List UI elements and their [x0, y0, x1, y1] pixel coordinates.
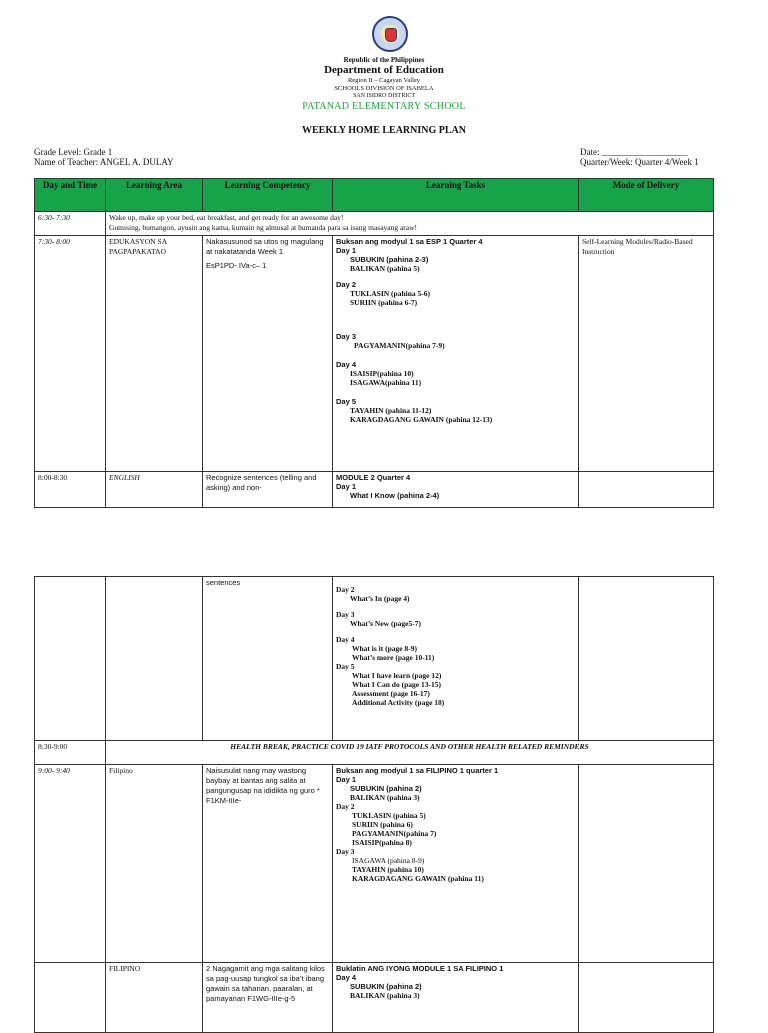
- task-item: SUBUKIN (pahina 2): [350, 784, 422, 793]
- cell-time: 8:30-9:00: [35, 741, 106, 765]
- task-day: Day 2: [336, 585, 355, 594]
- grade-level: Grade Level: Grade 1: [34, 147, 113, 157]
- task-item: KARAGDAGANG GAWAIN (pahina 11): [352, 874, 484, 883]
- table-row: [35, 472, 714, 508]
- header-day-time: Day and Time: [35, 179, 106, 212]
- task-day: Day 2: [336, 802, 355, 811]
- cell-tasks: [333, 963, 579, 1033]
- cell-routine: [106, 212, 714, 236]
- task-item: ISAISIP(pahina 10): [350, 369, 414, 378]
- cell-competency: [203, 236, 333, 472]
- task-item: PAGYAMANIN(pahina 7): [352, 829, 437, 838]
- cell-tasks: [333, 472, 579, 508]
- cell-area: ENGLISH: [106, 472, 203, 508]
- task-day: Day 4: [336, 973, 357, 982]
- cell-tasks: [333, 236, 579, 472]
- task-item: Additional Activity (page 18): [352, 698, 445, 707]
- task-item: Assessment (page 16-17): [352, 689, 430, 698]
- task-item: What’s more (page 10-11): [352, 653, 435, 662]
- table-row: [35, 765, 714, 963]
- cell-area: Filipino: [106, 765, 203, 963]
- task-item: ISAGAWA(pahina 11): [350, 378, 422, 387]
- header-learning-area: Learning Area: [106, 179, 203, 212]
- header-learning-competency: Learning Competency: [203, 179, 333, 212]
- quarter-week: Quarter/Week: Quarter 4/Week 1: [580, 157, 699, 167]
- task-item: TAYAHIN (pahina 11-12): [350, 406, 432, 415]
- cell-time: 7:30- 8:00: [35, 236, 106, 472]
- task-item: What’s New (page5-7): [350, 619, 421, 628]
- table-header-row: [35, 179, 714, 212]
- task-item: SURIIN (pahina 6-7): [350, 298, 418, 307]
- competency-text: Nakasusunod sa utos ng magulang at nakatatanda Week 1: [206, 237, 324, 256]
- task-item: SURIIN (pahina 6): [352, 820, 413, 829]
- cell-time: 9:00- 9:40: [35, 765, 106, 963]
- task-day: Day 2: [336, 280, 357, 289]
- cell-mode: Self-Learning Modules/Radio-Based Instruction: [579, 236, 714, 472]
- task-day: Day 4: [336, 360, 357, 369]
- task-intro: Buklatin ANG IYONG MODULE 1 SA FILIPINO 1: [336, 964, 504, 973]
- task-day: Day 4: [336, 635, 355, 644]
- header-department: Department of Education: [324, 64, 444, 76]
- cell-competency: sentences: [203, 577, 333, 741]
- task-day: Day 1: [336, 482, 357, 491]
- deped-seal: [372, 16, 408, 52]
- task-item: What is it (page 8-9): [352, 644, 417, 653]
- task-item: SUBUKIN (pahina 2): [350, 982, 422, 991]
- task-intro: Buksan ang modyul 1 sa ESP 1 Quarter 4: [336, 237, 483, 246]
- cell-mode: [579, 577, 714, 741]
- table-row: [35, 212, 714, 236]
- task-day: Day 3: [336, 332, 357, 341]
- task-item: TAYAHIN (pahina 10): [352, 865, 424, 874]
- cell-mode: [579, 472, 714, 508]
- routine-english: Wake up, make up your bed, eat breakfast, and get ready for an awesome day!: [109, 213, 344, 222]
- task-day: Day 3: [336, 847, 355, 856]
- task-item: ISAGAWA (pahina 8-9): [352, 856, 425, 865]
- header-school: PATANAD ELEMENTARY SCHOOL: [302, 101, 466, 112]
- cell-competency: 2 Nagagamit ang mga salitang kilos sa pag-uusap tungkol sa iba’t ibang gawain sa tahanan, paaralan, at pamayanan F1WG-IIIe-g-5: [203, 963, 333, 1033]
- cell-area: FILIPINO: [106, 963, 203, 1033]
- task-item: What I Know (pahina 2-4): [350, 491, 440, 500]
- task-day: Day 5: [336, 397, 357, 406]
- task-intro: MODULE 2 Quarter 4: [336, 473, 411, 482]
- header-district: SAN ISIDRO DISTRICT: [352, 93, 415, 99]
- date-field: Date: ___________________: [580, 147, 688, 157]
- task-item: What’s In (page 4): [350, 594, 410, 603]
- health-break-banner: HEALTH BREAK, PRACTICE COVID 19 IATF PROTOCOLS AND OTHER HEALTH RELATED REMINDERS: [106, 741, 714, 765]
- cell-time: 8:00-8:30: [35, 472, 106, 508]
- table-row: [35, 577, 714, 741]
- task-day: Day 3: [336, 610, 355, 619]
- cell-competency: Naisusulat nang may wastong baybay at bantas ang salita at pangungusap na ididikta ng guro * F1KM-IIIe-: [203, 765, 333, 963]
- task-item: TUKLASIN (pahina 5-6): [350, 289, 431, 298]
- task-intro: Buksan ang modyul 1 sa FILIPINO 1 quarter 1: [336, 766, 499, 775]
- cell-area: EDUKASYON SA PAGPAPAKATAO: [106, 236, 203, 472]
- cell-competency: Recognize sentences (telling and asking) and non-: [203, 472, 333, 508]
- table-row: [35, 741, 714, 765]
- task-item: What I have learn (page 12): [352, 671, 442, 680]
- task-item: BALIKAN (pahina 3): [350, 991, 420, 1000]
- header-republic: Republic of the Philippines: [343, 56, 425, 64]
- cell-mode: [579, 765, 714, 963]
- plan-table-page2: [34, 576, 714, 1033]
- task-item: KARAGDAGANG GAWAIN (pahina 12-13): [350, 415, 493, 424]
- table-row: [35, 963, 714, 1033]
- plan-table-page1: [34, 178, 714, 508]
- cell-time: [35, 577, 106, 741]
- task-day: Day 1: [336, 246, 357, 255]
- task-item: BALIKAN (pahina 3): [350, 793, 420, 802]
- header-region: Region II – Cagayan Valley: [347, 77, 421, 84]
- task-item: PAGYAMANIN(pahina 7-9): [354, 341, 445, 350]
- cell-area: [106, 577, 203, 741]
- teacher-name: Name of Teacher: ANGEL A. DULAY: [34, 157, 174, 167]
- routine-filipino: Gumising, bumangon, ayusin ang kama, kumain ng almusal at humanda para sa isang masayang araw!: [109, 222, 418, 232]
- task-day: Day 1: [336, 775, 357, 784]
- table-row: [35, 236, 714, 472]
- competency-code: EsP1PD- IVa-c– 1: [206, 261, 267, 270]
- task-day: Day 5: [336, 662, 355, 671]
- task-item: What I Can do (page 13-15): [352, 680, 441, 689]
- plan-title: WEEKLY HOME LEARNING PLAN: [301, 125, 466, 136]
- task-item: SUBUKIN (pahina 2-3): [350, 255, 429, 264]
- cell-tasks: [333, 765, 579, 963]
- cell-tasks: [333, 577, 579, 741]
- task-item: TUKLASIN (pahina 5): [352, 811, 426, 820]
- header-learning-tasks: Learning Tasks: [333, 179, 579, 212]
- cell-time: 6:30- 7:30: [35, 212, 106, 236]
- cell-mode: [579, 963, 714, 1033]
- task-item: BALIKAN (pahina 5): [350, 264, 420, 273]
- cell-time: [35, 963, 106, 1033]
- header-division: SCHOOLS DIVISION OF ISABELA: [334, 85, 434, 92]
- task-item: ISAISIP(pahina 8): [352, 838, 412, 847]
- header-mode-of-delivery: Mode of Delivery: [579, 179, 714, 212]
